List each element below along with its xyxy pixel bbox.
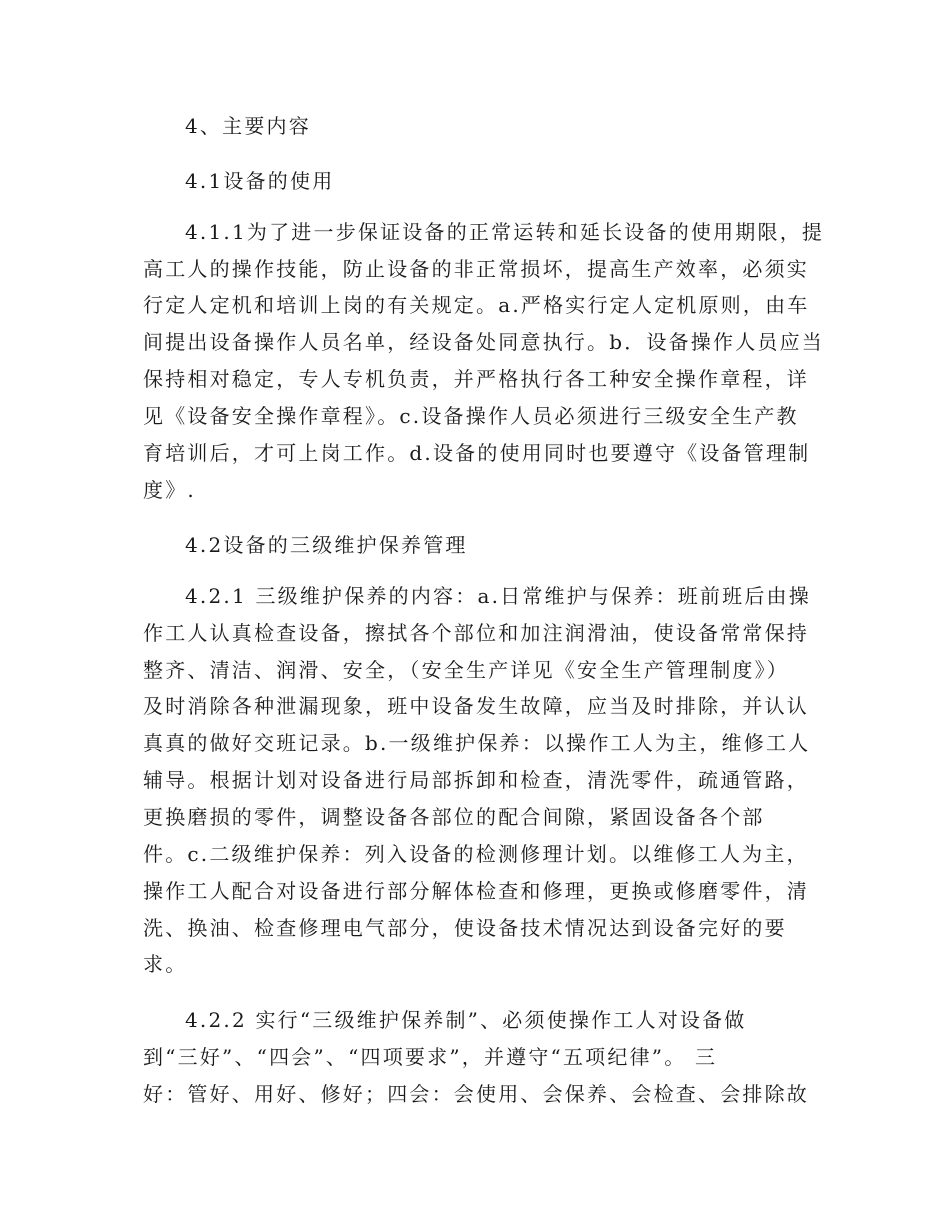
paragraph-4-2-2-line: 4.2.2 实行“三级维护保养制”、必须使操作工人对设备做 — [185, 1008, 747, 1032]
paragraph-4-2-1-line: 整齐、清洁、润滑、安全，（安全生产详见《安全生产管理制度》） — [143, 658, 789, 682]
paragraph-4-2-2-line: 到“三好”、“四会”、“四项要求”，并遵守“五项纪律”。 三 — [143, 1045, 718, 1069]
paragraph-4-2-1-line: 求。 — [143, 952, 188, 976]
paragraph-4-1-1-line: 保持相对稳定，专人专机负责，并严格执行各工种安全操作章程，详 — [143, 367, 809, 391]
section-heading-4-2: 4.2设备的三级维护保养管理 — [185, 533, 468, 557]
paragraph-4-2-1-line: 真真的做好交班记录。b.一级维护保养：以操作工人为主，维修工人 — [143, 731, 811, 755]
section-heading-4-1: 4.1设备的使用 — [185, 169, 335, 193]
section-heading-4: 4、主要内容 — [185, 114, 311, 138]
paragraph-4-2-1-line: 4.2.1 三级维护保养的内容：a.日常维护与保养：班前班后由操 — [185, 584, 811, 608]
paragraph-4-2-1-line: 辅导。根据计划对设备进行局部拆卸和检查，清洗零件，疏通管路， — [143, 768, 809, 792]
paragraph-4-2-1-line: 洗、换油、检查修理电气部分，使设备技术情况达到设备完好的要 — [143, 916, 787, 940]
paragraph-4-1-1-line: 见《设备安全操作章程》。c.设备操作人员必须进行三级安全生产教 — [143, 404, 799, 428]
paragraph-4-1-1-line: 度》. — [143, 478, 196, 502]
paragraph-4-2-1-line: 及时消除各种泄漏现象，班中设备发生故障，应当及时排除，并认认 — [143, 694, 809, 718]
paragraph-4-2-1-line: 更换磨损的零件，调整设备各部位的配合间隙，紧固设备各个部 — [143, 805, 765, 829]
paragraph-4-2-2-line: 好：管好、用好、修好；四会：会使用、会保养、会检查、会排除故 — [143, 1082, 809, 1106]
paragraph-4-2-1-line: 作工人认真检查设备，擦拭各个部位和加注润滑油，使设备常常保持 — [143, 621, 809, 645]
paragraph-4-1-1-line: 行定人定机和培训上岗的有关规定。a.严格实行定人定机原则，由车 — [143, 293, 810, 317]
paragraph-4-2-1-line: 操作工人配合对设备进行部分解体检查和修理，更换或修磨零件，清 — [143, 879, 809, 903]
paragraph-4-2-1-line: 件。c.二级维护保养：列入设备的检测修理计划。以维修工人为主， — [143, 842, 809, 866]
paragraph-4-1-1-line: 4.1.1为了进一步保证设备的正常运转和延长设备的使用期限，提 — [185, 220, 825, 244]
paragraph-4-1-1-line: 间提出设备操作人员名单，经设备处同意执行。b．设备操作人员应当 — [143, 330, 825, 354]
paragraph-4-1-1-line: 高工人的操作技能，防止设备的非正常损坏，提高生产效率，必须实 — [143, 257, 809, 281]
paragraph-4-1-1-line: 育培训后，才可上岗工作。d.设备的使用同时也要遵守《设备管理制 — [143, 441, 811, 465]
